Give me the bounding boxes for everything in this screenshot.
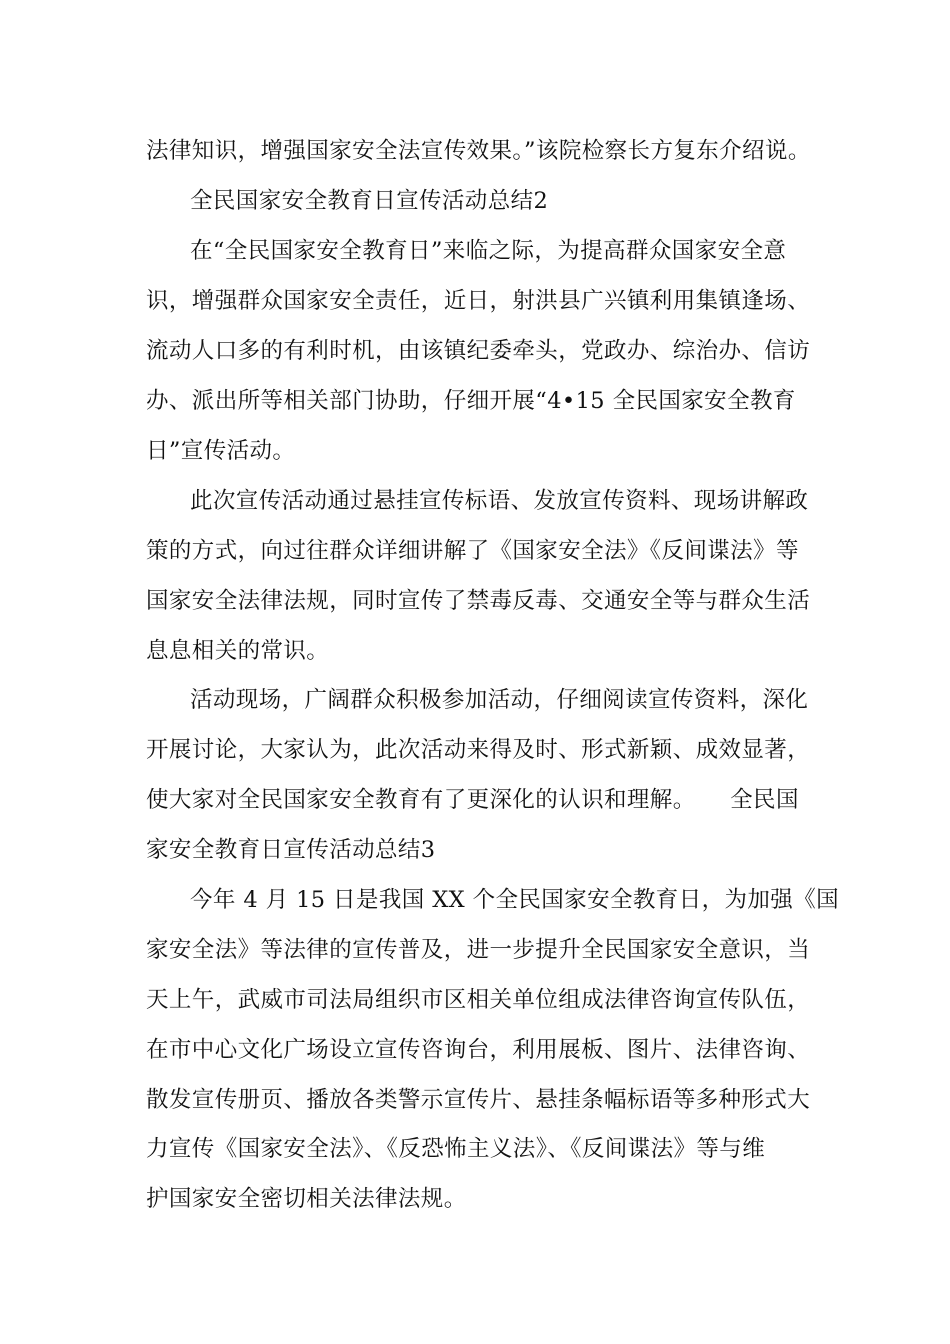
text-line: 国家安全法律法规，同时宣传了禁毒反毒、交通安全等与群众生活 [146,588,811,614]
text-line: 办、派出所等相关部门协助，仔细开展“4•15 全民国家安全教育 [146,388,796,414]
text-line: 法律知识，增强国家安全法宣传效果。”该院检察长方复东介绍说。 [146,138,811,164]
text-line: 日”宣传活动。 [146,438,296,464]
text-line: 开展讨论，大家认为，此次活动来得及时、形式新颖、成效显著， [146,737,811,763]
text-line: 家安全法》等法律的宣传普及，进一步提升全民国家安全意识，当 [146,937,811,963]
text-line: 在“全民国家安全教育日”来临之际，为提高群众国家安全意 [190,238,787,264]
text-line: 策的方式，向过往群众详细讲解了《国家安全法》《反间谍法》等 [146,538,799,564]
text-line: 在市中心文化广场设立宣传咨询台，利用展板、图片、法律咨询、 [146,1037,811,1063]
text-line: 今年 4 月 15 日是我国 XX 个全民国家安全教育日，为加强《国 [190,887,839,913]
text-line: 家安全教育日宣传活动总结3 [146,837,436,863]
text-line: 护国家安全密切相关法律法规。 [146,1186,467,1212]
text-line: 流动人口多的有利时机，由该镇纪委牵头，党政办、综治办、信访 [146,338,811,364]
text-line: 散发宣传册页、播放各类警示宣传片、悬挂条幅标语等多种形式大 [146,1087,811,1113]
text-line: 天上午，武威市司法局组织市区相关单位组成法律咨询宣传队伍， [146,987,811,1013]
text-line: 活动现场，广阔群众积极参加活动，仔细阅读宣传资料，深化 [190,687,809,713]
text-line: 此次宣传活动通过悬挂宣传标语、发放宣传资料、现场讲解政 [190,488,809,514]
text-line: 识，增强群众国家安全责任，近日，射洪县广兴镇利用集镇逢场、 [146,288,811,314]
text-line: 力宣传《国家安全法》、《反恐怖主义法》、《反间谍法》等与维 [146,1136,766,1162]
text-line: 使大家对全民国家安全教育有了更深化的认识和理解。 全民国 [146,787,799,813]
text-line: 息息相关的常识。 [146,638,330,664]
section-heading: 全民国家安全教育日宣传活动总结2 [190,188,549,214]
